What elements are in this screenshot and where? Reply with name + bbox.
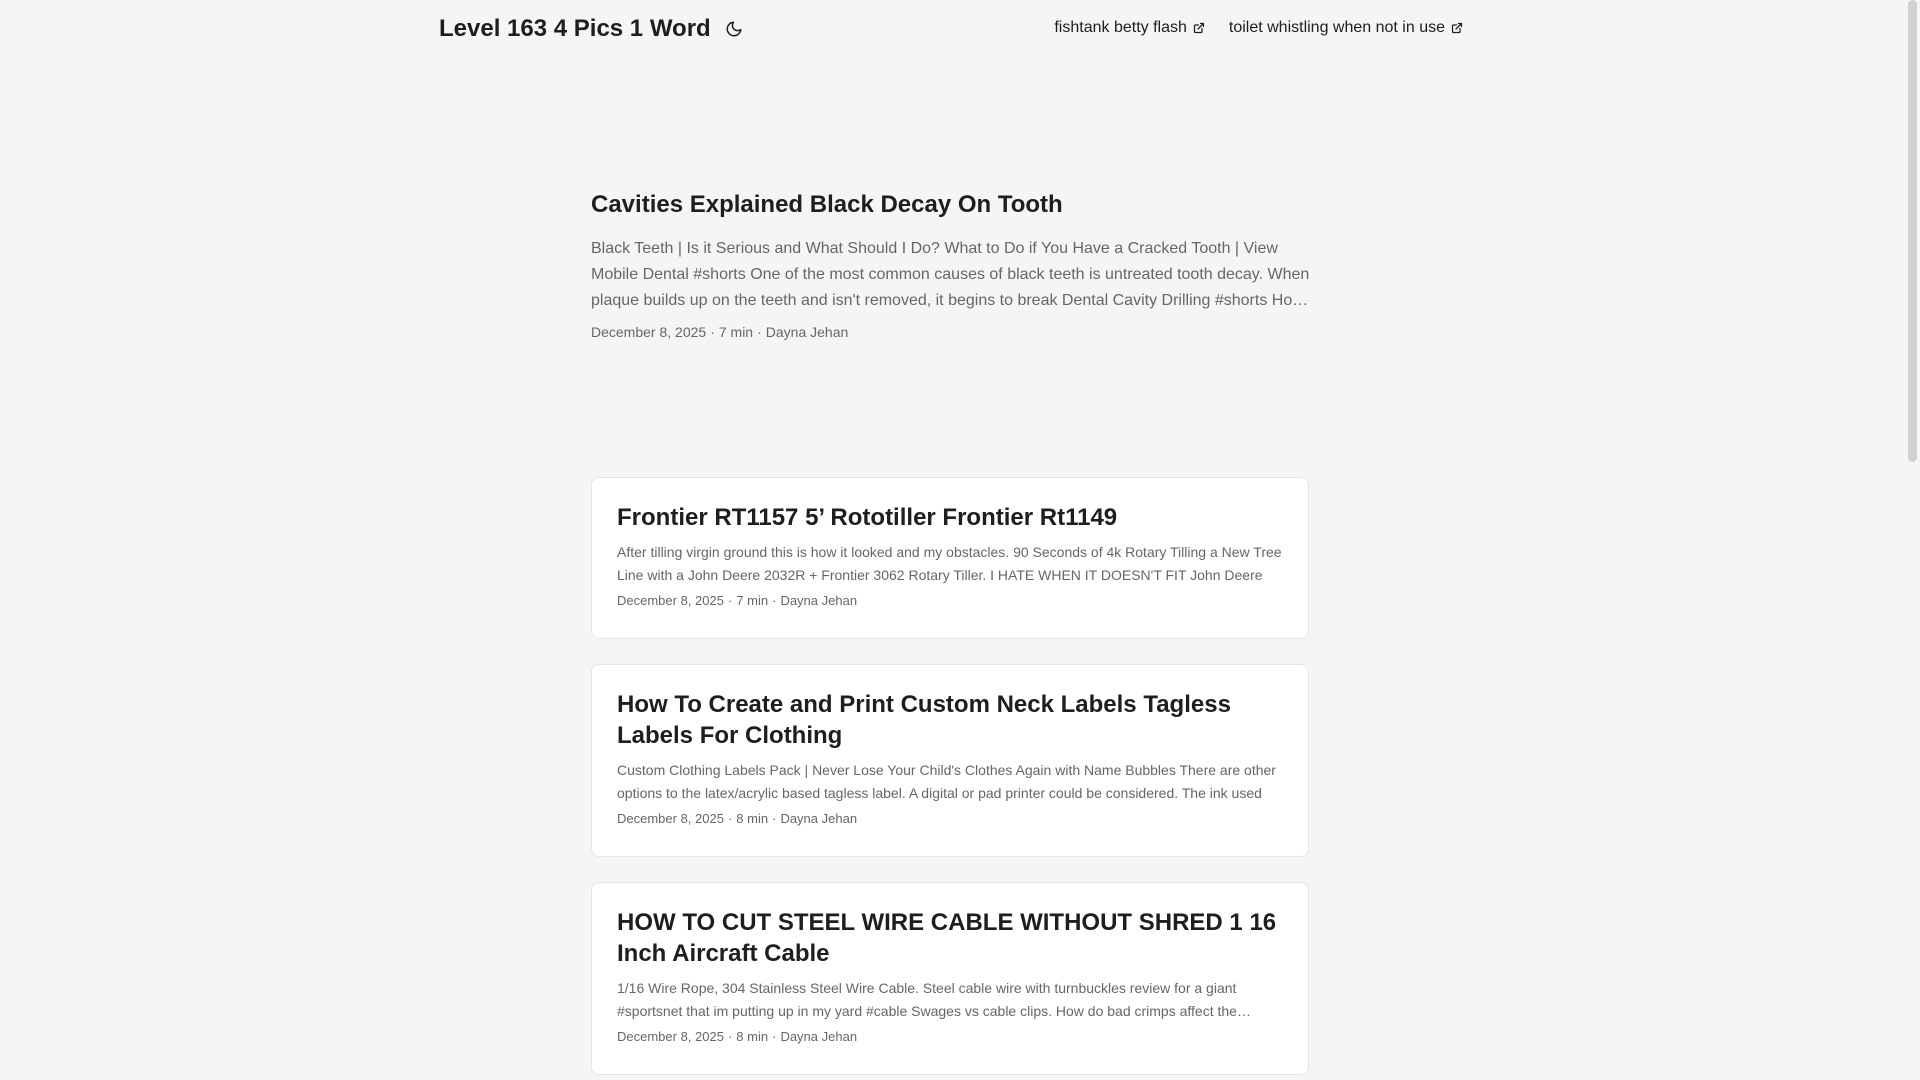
post-card-meta — [617, 593, 1283, 608]
post-date: December 8, 2025 — [591, 324, 707, 340]
post-card-title: How To Create and Print Custom Neck Labels Tagless Labels For Clothing — [617, 691, 1231, 749]
nav-item — [1054, 19, 1205, 37]
main-post — [591, 188, 1311, 340]
moon-icon — [725, 20, 743, 38]
meta-separator: · — [772, 593, 777, 608]
post-card-excerpt: After tilling virgin ground this is how it looked and my obstacles. 90 Seconds of 4k Rotary Tilling a New Tree Line with a John Deere 2032R + Frontier 3062 Rotary Tiller. I HATE WHEN IT DOESN'T FIT John Deere — [617, 544, 1282, 583]
post-date: December 8, 2025 — [617, 811, 724, 826]
post-read-time: 7 min — [718, 324, 754, 340]
external-link-icon — [1451, 22, 1463, 34]
nav-link-label: fishtank betty flash — [1054, 19, 1187, 36]
post-card[interactable] — [591, 882, 1309, 1075]
external-link-icon — [1193, 22, 1205, 34]
nav-item — [1229, 19, 1463, 37]
meta-separator: · — [727, 593, 733, 608]
post-author: Dayna Jehan — [780, 593, 858, 608]
post-card-title: HOW TO CUT STEEL WIRE CABLE WITHOUT SHRED 1 16 Inch Aircraft Cable — [617, 909, 1277, 967]
site-logo-link[interactable]: Level 163 4 Pics 1 Word — [439, 15, 711, 42]
post-card-meta — [617, 1029, 1283, 1044]
nav-link-fishtank[interactable] — [1054, 19, 1205, 37]
post-card-title: Frontier RT1157 5’ Rototiller Frontier Rt1149 — [617, 504, 1118, 531]
post-date: December 8, 2025 — [617, 593, 724, 608]
post-card-excerpt: Custom Clothing Labels Pack | Never Lose Your Child's Clothes Again with Name Bubbles There are other options to the latex/acrylic based tagless label. A digital or pad printer could be considered. The ink used — [617, 762, 1276, 801]
main-post-meta — [591, 324, 1311, 340]
post-card[interactable] — [591, 477, 1309, 639]
post-date: December 8, 2025 — [617, 1029, 724, 1044]
meta-separator: · — [710, 324, 715, 340]
main-post-excerpt: Black Teeth | Is it Serious and What Should I Do? What to Do if You Have a Cracked Tooth | View Mobile Dental #shorts One of the most common causes of black teeth is untreated tooth decay. When plaque builds up on the teeth and isn't removed, it begins to break Dental Cavity Drilling #shorts How — [591, 240, 1310, 309]
meta-separator: · — [727, 1029, 733, 1044]
post-card-meta — [617, 811, 1283, 826]
meta-separator: · — [772, 811, 777, 826]
nav-link-label: toilet whistling when not in use — [1228, 19, 1445, 36]
nav-menu — [1054, 19, 1463, 37]
meta-separator: · — [772, 1029, 777, 1044]
post-read-time: 8 min — [736, 811, 769, 826]
nav-link-toilet[interactable] — [1229, 19, 1463, 37]
post-card-excerpt: 1/16 Wire Rope, 304 Stainless Steel Wire Cable. Steel cable wire with turnbuckles review for a giant #sportsnet that im putting up in my yard #cable Swages vs cable clips. How do bad crimps affect the — [617, 980, 1237, 1019]
meta-separator: · — [757, 324, 762, 340]
post-read-time: 7 min — [736, 593, 769, 608]
post-author: Dayna Jehan — [780, 1029, 858, 1044]
post-author: Dayna Jehan — [780, 811, 858, 826]
logo-switcher — [439, 15, 745, 43]
vertical-scrollbar[interactable] — [1904, 0, 1920, 1080]
site-header — [439, 0, 1463, 60]
post-author: Dayna Jehan — [765, 324, 849, 340]
post-card[interactable] — [591, 664, 1309, 857]
meta-separator: · — [727, 811, 733, 826]
post-read-time: 8 min — [736, 1029, 769, 1044]
scrollbar-thumb[interactable] — [1908, 0, 1917, 462]
main-post-title: Cavities Explained Black Decay On Tooth — [591, 191, 1063, 218]
theme-toggle-button[interactable] — [723, 18, 745, 40]
